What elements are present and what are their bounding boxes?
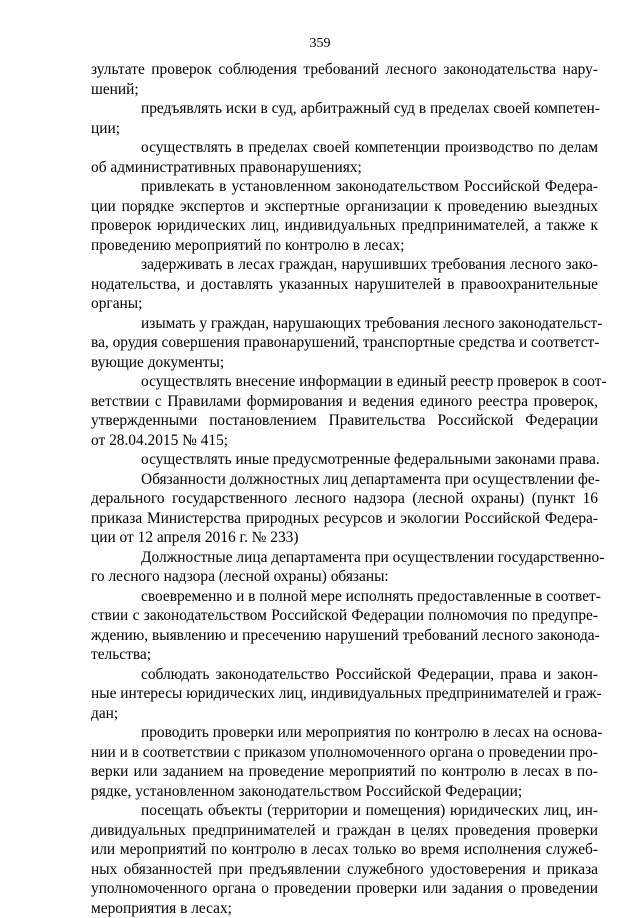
text-line: осуществлять в пределах своей компетенции производство по делам [91,138,598,158]
text-line: нии и в соответствии с приказом уполномоченного органа о проведении про- [91,743,598,763]
text-line: предъявлять иски в суд, арбитражный суд в пределах своей компетен- [91,99,598,119]
text-line: зультате проверок соблюдения требований лесного законодательства нару- [91,60,598,80]
text-line: тельства; [91,645,598,665]
text-line: вующие документы; [91,353,598,373]
text-line: ва, орудия совершения правонарушений, транспортные средства и соответст- [91,333,598,353]
text-line: верки или заданием на проведение мероприятий по контролю в лесах в по- [91,762,598,782]
text-line: об административных правонарушениях; [91,158,598,178]
text-line: ции; [91,119,598,139]
text-line: го лесного надзора (лесной охраны) обязаны: [91,567,598,587]
text-line: соблюдать законодательство Российской Федерации, права и закон- [91,665,598,685]
text-line: ные интересы юридических лиц, индивидуальных предпринимателей и граж- [91,684,598,704]
text-line: органы; [91,294,598,314]
text-line: ждению, выявлению и пресечению нарушений требований лесного законода- [91,626,598,646]
text-line: ции от 12 апреля 2016 г. № 233) [91,528,598,548]
document-body [91,60,598,918]
text-line: Должностные лица департамента при осуществлении государственно- [91,548,598,568]
text-line: дерального государственного лесного надзора (лесной охраны) (пункт 16 [91,489,598,509]
text-line: Обязанности должностных лиц департамента при осуществлении фе- [91,470,598,490]
text-line: посещать объекты (территории и помещения) юридических лиц, ин- [91,801,598,821]
text-line: ции порядке экспертов и экспертные организации к проведению выездных [91,197,598,217]
text-line: привлекать в установленном законодательством Российской Федера- [91,177,598,197]
text-line: осуществлять иные предусмотренные федеральными законами права. [91,450,598,470]
text-line: ветствии с Правилами формирования и ведения единого реестра проверок, [91,392,598,412]
text-line: мероприятия в лесах; [91,899,598,918]
text-line: проводить проверки или мероприятия по контролю в лесах на основа- [91,723,598,743]
page-number: 359 [0,36,640,52]
text-line: нодательства, и доставлять указанных нарушителей в правоохранительные [91,275,598,295]
text-line: дивидуальных предпринимателей и граждан в целях проведения проверки [91,821,598,841]
text-line: изымать у граждан, нарушающих требования лесного законодательст- [91,314,598,334]
text-line: ствии с законодательством Российской Федерации полномочия по предупре- [91,606,598,626]
text-line: рядке, установленном законодательством Российской Федерации; [91,782,598,802]
text-line: осуществлять внесение информации в единый реестр проверок в соот- [91,372,598,392]
text-line: проверок юридических лиц, индивидуальных предпринимателей, а также к [91,216,598,236]
text-line: дан; [91,704,598,724]
text-line: от 28.04.2015 № 415; [91,431,598,451]
text-line: задерживать в лесах граждан, нарушивших требования лесного зако- [91,255,598,275]
text-line: проведению мероприятий по контролю в лесах; [91,236,598,256]
text-line: утвержденными постановлением Правительства Российской Федерации [91,411,598,431]
text-line: приказа Министерства природных ресурсов и экологии Российской Федера- [91,509,598,529]
text-line: или мероприятий по контролю в лесах только во время исполнения служеб- [91,840,598,860]
text-line: ных обязанностей при предъявлении служебного удостоверения и приказа [91,860,598,880]
text-line: своевременно и в полной мере исполнять предоставленные в соответ- [91,587,598,607]
text-line: шений; [91,80,598,100]
text-line: уполномоченного органа о проведении проверки или задания о проведении [91,879,598,899]
